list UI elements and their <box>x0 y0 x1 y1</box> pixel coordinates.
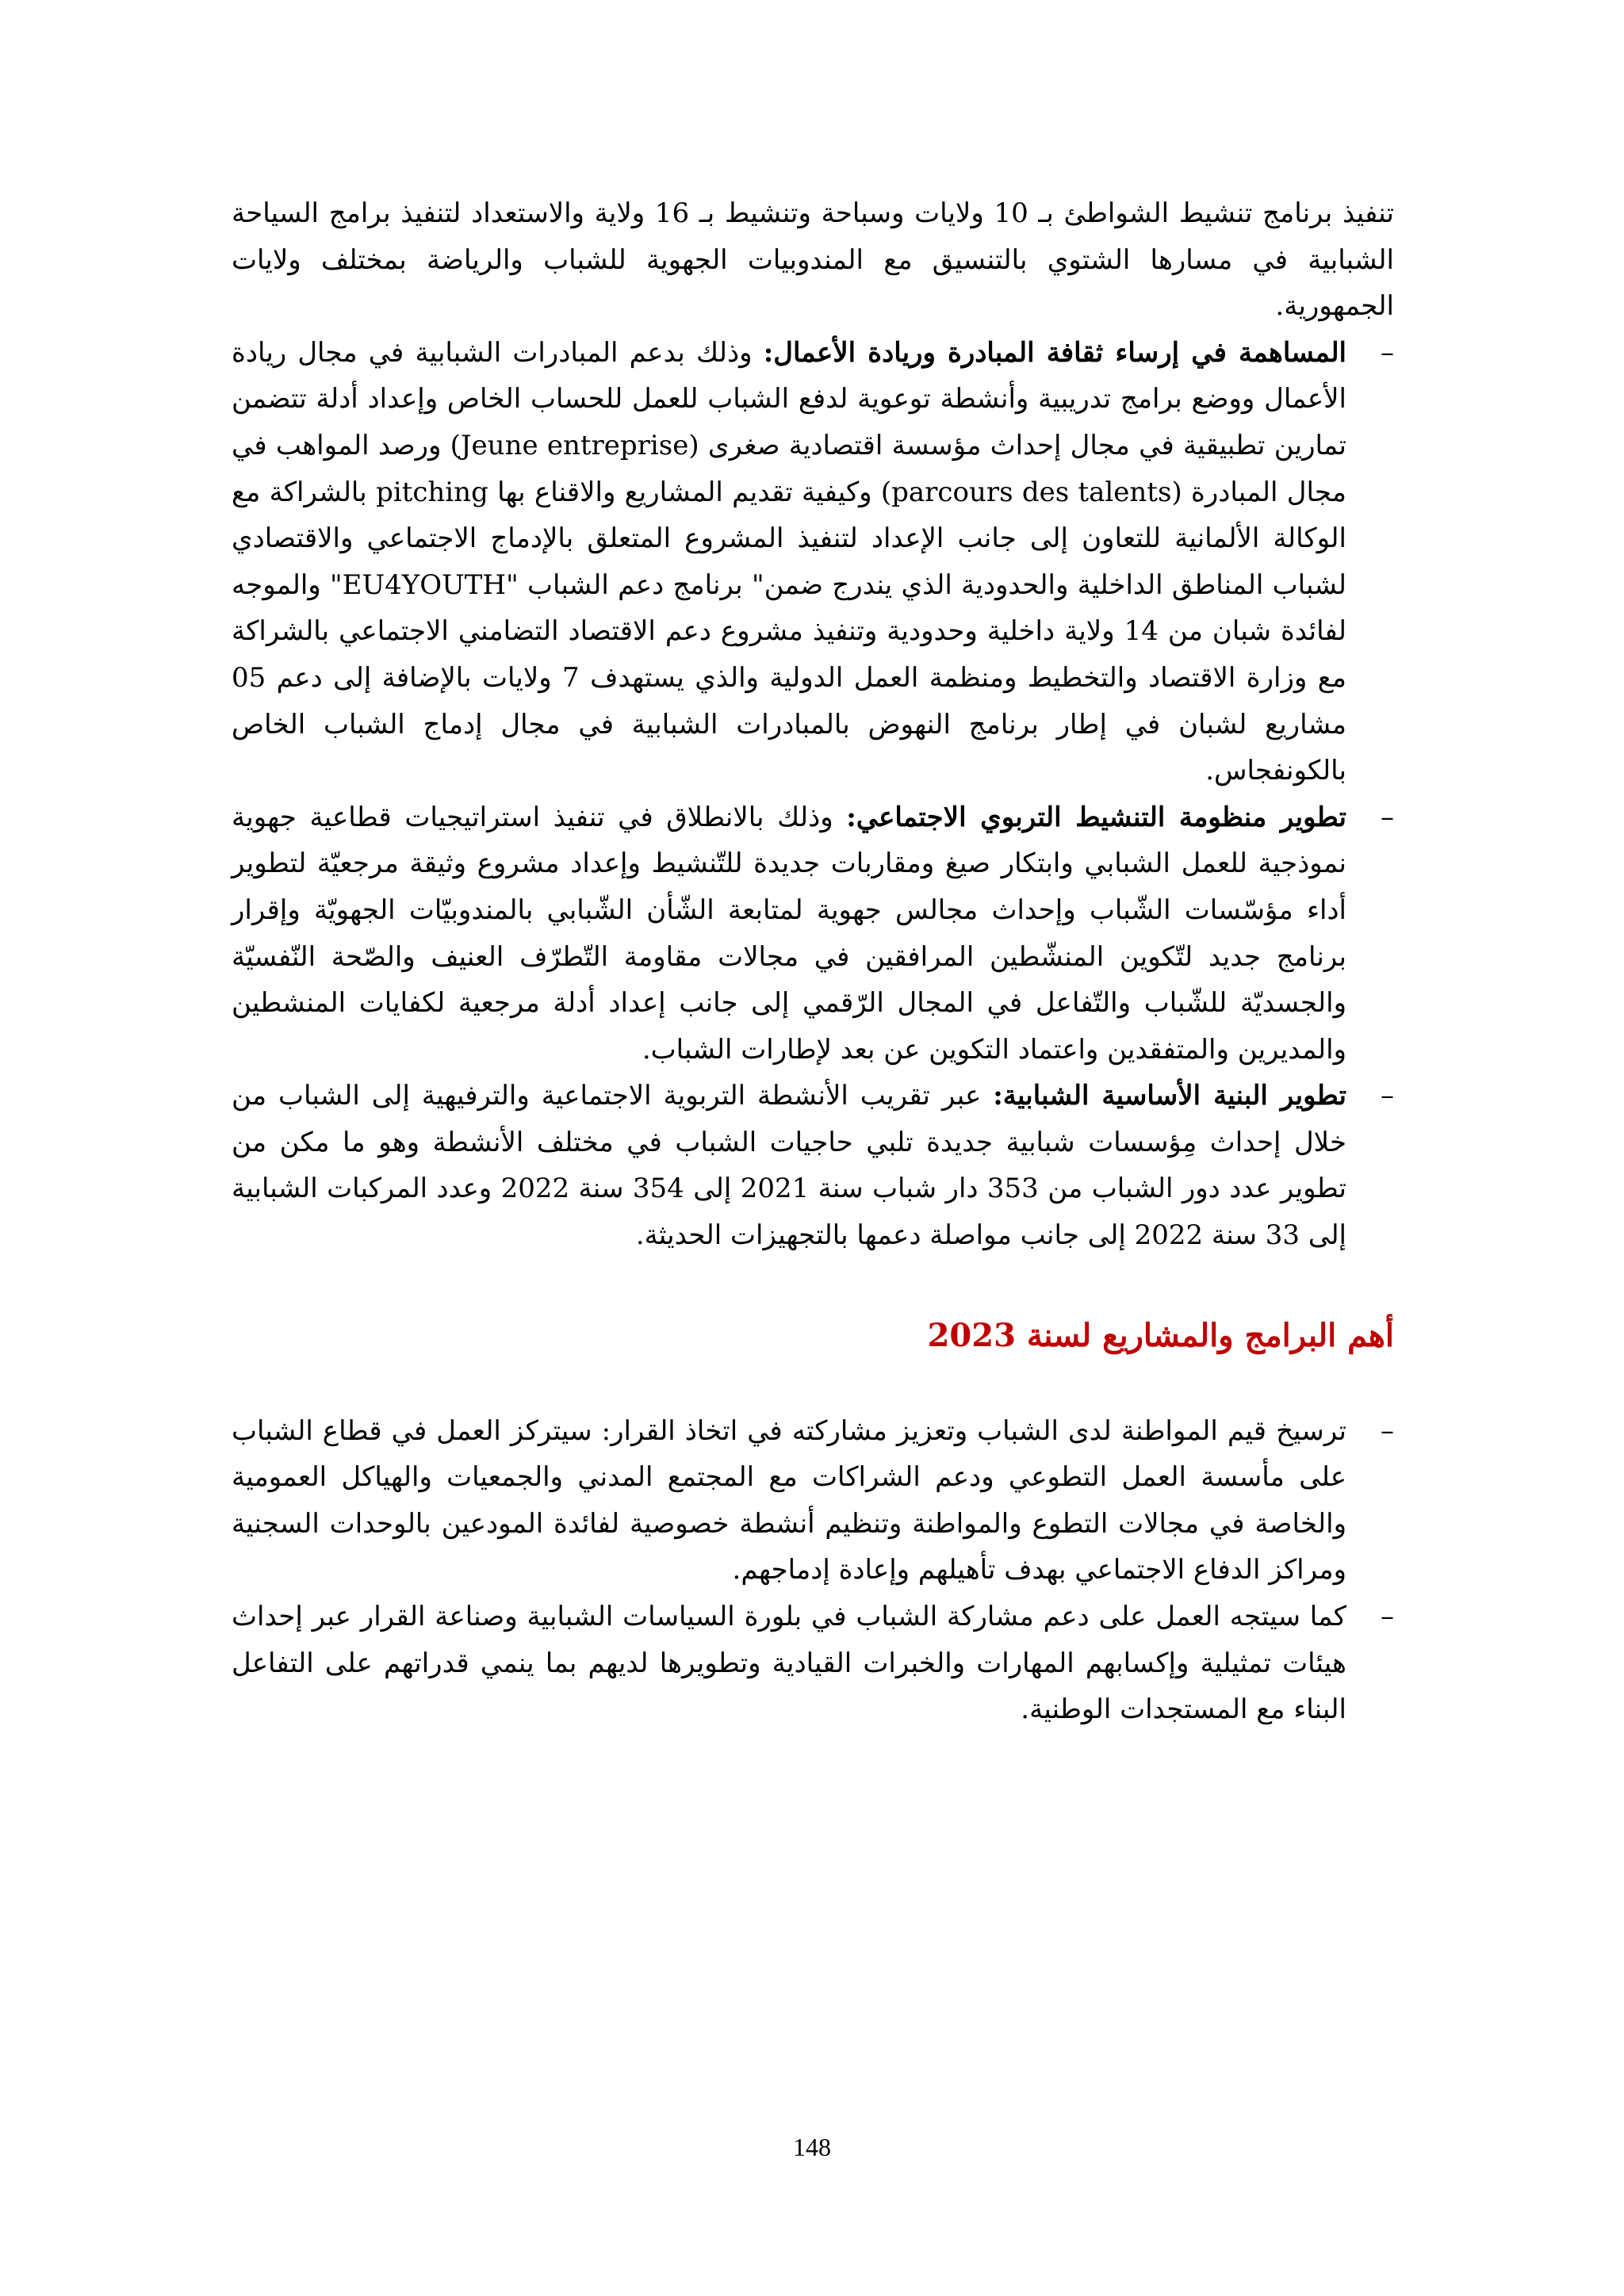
dash-bullet: – <box>1381 1601 1394 1633</box>
document-body <box>232 190 1394 1733</box>
programs-2023-list <box>232 1408 1394 1733</box>
list-item <box>232 1408 1394 1594</box>
section-heading: أهم البرامج والمشاريع لسنة 2023 <box>927 1316 1394 1354</box>
list-item <box>232 330 1394 794</box>
list-item <box>232 794 1394 1073</box>
achievements-list <box>232 330 1394 1259</box>
item-text: وذلك بدعم المبادرات الشبابية في مجال ريادة الأعمال ووضع برامج تدريبية وأنشطة توعوية لدفع الشباب للعمل للحساب الخاص وإعداد أدلة تتضمن تمارين تطبيقية في مجال إحداث مؤسسة اقتصادية صغرى (Jeune entreprise) ورصد المواهب في مجال المبادرة (parcours des talents) وكيفية تقديم المشاريع والاقناع بها pitching بالشراكة مع الوكالة الألمانية للتعاون إلى جانب الإعداد لتنفيذ المشروع المتعلق بالإدماج الاجتماعي والاقتصادي لشباب المناطق الداخلية والحدودية الذي يندرج ضمن" برنامج دعم الشباب "EU4YOUTH" والموجه لفائدة شبان من 14 ولاية داخلية وحدودية وتنفيذ مشروع دعم الاقتصاد التضامني الاجتماعي بالشراكة مع وزارة الاقتصاد والتخطيط ومنظمة العمل الدولية والذي يستهدف 7 ولايات بالإضافة إلى دعم 05 مشاريع لشبان في إطار برنامج النهوض بالمبادرات الشبابية في مجال إدماج الشباب الخاص بالكونفجاس. <box>232 336 1346 787</box>
item-lead: تطوير البنية الأساسية الشبابية: <box>993 1080 1346 1112</box>
item-lead: المساهمة في إرساء ثقافة المبادرة وريادة الأعمال: <box>763 336 1347 369</box>
list-item <box>232 1073 1394 1258</box>
item-text: ترسيخ قيم المواطنة لدى الشباب وتعزيز مشاركته في اتخاذ القرار: سيتركز العمل في قطاع الشباب على مأسسة العمل التطوعي ودعم الشراكات مع المجتمع المدني والجمعيات والهياكل العمومية والخاصة في مجالات التطوع والمواطنة وتنظيم أنشطة خصوصية لفائدة المودعين بالوحدات السجنية ومراكز الدفاع الاجتماعي بهدف تأهيلهم وإعادة إدماجهم. <box>232 1414 1346 1586</box>
item-text: وذلك بالانطلاق في تنفيذ استراتيجيات قطاعية جهوية نموذجية للعمل الشبابي وابتكار صيغ ومقاربات جديدة للتّنشيط وإعداد مشروع وثيقة مرجعيّة لتطوير أداء مؤسّسات الشّباب وإحداث مجالس جهوية لمتابعة الشّأن الشّبابي بالمندوبيّات الجهويّة وإقرار برنامج جديد لتّكوين المنشّطين المرافقين في مجالات مقاومة التّطرّف العنيف والصّحة النّفسيّة والجسديّة للشّباب والتّفاعل في المجال الرّقمي إلى جانب إعداد أدلة مرجعية لكفايات المنشطين والمديرين والمتفقدين واعتماد التكوين عن بعد لإطارات الشباب. <box>232 801 1346 1066</box>
item-text: عبر تقريب الأنشطة التربوية الاجتماعية والترفيهية إلى الشباب من خلال إحداث مِؤسسات شبابية جديدة تلبي حاجيات الشباب في مختلف الأنشطة وهو ما مكن من تطوير عدد دور الشباب من 353 دار شباب سنة 2021 إلى 354 سنة 2022 وعدد المركبات الشبابية إلى 33 سنة 2022 إلى جانب مواصلة دعمها بالتجهيزات الحديثة. <box>232 1080 1347 1252</box>
dash-bullet: – <box>1381 1414 1394 1447</box>
dash-bullet: – <box>1381 1080 1394 1112</box>
list-item <box>232 1594 1394 1733</box>
page-number: 148 <box>793 2133 831 2161</box>
intro-paragraph: تنفيذ برنامج تنشيط الشواطئ بـ 10 ولايات وسباحة وتنشيط بـ 16 ولاية والاستعداد لتنفيذ برامج السياحة الشبابية في مسارها الشتوي بالتنسيق مع المندوبيات الجهوية للشباب والرياضة بمختلف ولايات الجمهورية. <box>232 197 1394 323</box>
item-lead: تطوير منظومة التنشيط التربوي الاجتماعي: <box>846 801 1346 833</box>
dash-bullet: – <box>1381 801 1394 833</box>
item-text: كما سيتجه العمل على دعم مشاركة الشباب في بلورة السياسات الشبابية وصناعة القرار عبر إحداث هيئات تمثيلية وإكسابهم المهارات والخبرات القيادية وتطويرها لديهم بما ينمي قدراتهم على التفاعل البناء مع المستجدات الوطنية. <box>232 1601 1346 1726</box>
dash-bullet: – <box>1381 336 1394 369</box>
